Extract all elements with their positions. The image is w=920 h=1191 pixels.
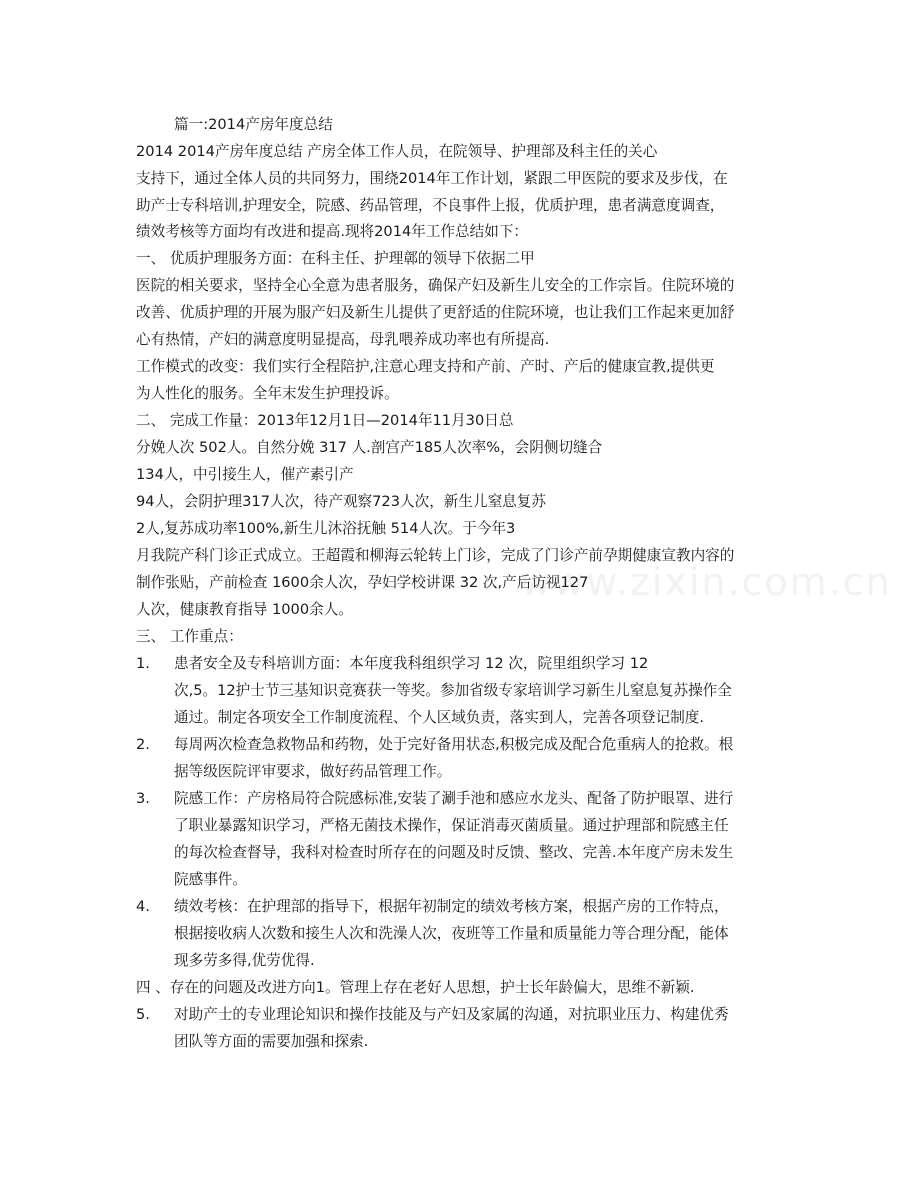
list-item-line: 院感工作：产房格局符合院感标准,安装了涮手池和感应水龙头、配备了防护眼罩、进行	[174, 790, 734, 807]
paragraph-line: 2014 2014产房年度总结 产房全体工作人员，在院领导、护理部及科主任的关心	[136, 143, 658, 160]
document-title: 篇一:2014产房年度总结	[174, 116, 333, 133]
paragraph-line: 绩效考核等方面均有改进和提高.现将2014年工作总结如下：	[136, 223, 529, 240]
list-item-line: 的每次检查督导，我科对检查时所存在的问题及时反馈、整改、完善.本年度产房未发生	[174, 844, 734, 861]
section-heading: 三、 工作重点：	[136, 628, 243, 645]
paragraph-line: 人次，健康教育指导 1000余人。	[136, 601, 353, 618]
section-heading: 二、 完成工作量：2013年12月1日—2014年11月30日总	[136, 412, 514, 429]
list-item-number: 3.	[136, 790, 150, 807]
list-item-line: 了职业暴露知识学习，严格无菌技术操作，保证消毒灭菌质量。通过护理部和院感主任	[174, 817, 729, 834]
list-item-line: 患者安全及专科培训方面：本年度我科组织学习 12 次，院里组织学习 12	[174, 655, 649, 672]
paragraph-line: 月我院产科门诊正式成立。王超霞和柳海云轮转上门诊，完成了门诊产前孕期健康宣教内容的	[136, 547, 735, 564]
paragraph-line: 心有热情，产妇的满意度明显提高，母乳喂养成功率也有所提高.	[136, 331, 550, 348]
section-heading: 一、 优质护理服务方面：在科主任、护理鄣的领导下依据二甲	[136, 250, 535, 267]
list-item-line: 院感事件。	[174, 871, 247, 888]
paragraph-line: 94人，会阴护理317人次，待产观察723人次，新生儿窒息复苏	[136, 493, 546, 510]
paragraph-line: 医院的相关要求，坚持全心全意为患者服务，确保产妇及新生儿安全的工作宗旨。住院环境的	[136, 277, 735, 294]
list-item-number: 4.	[136, 898, 150, 915]
list-item-number: 2.	[136, 736, 150, 753]
list-item-line: 通过。制定各项安全工作制度流程、个人区域负责，落实到人，完善各项登记制度.	[174, 709, 705, 726]
section-heading: 四 、存在的问题及改进方向1。管理上存在老好人思想，护士长年龄偏大，思维不新颖.	[136, 979, 695, 996]
paragraph-line: 制作张贴，产前检查 1600余人次，孕妇学校讲课 32 次,产后访视127	[136, 574, 589, 591]
paragraph-line: 工作模式的改变：我们实行全程陪护,注意心理支持和产前、产时、产后的健康宣教,提供更	[136, 358, 715, 375]
list-item-line: 每周两次检查急救物品和药物，处于完好备用状态,积极完成及配合危重病人的抢救。根	[174, 736, 734, 753]
paragraph-line: 改善、优质护理的开展为服产妇及新生儿提供了更舒适的住院环境，也让我们工作起来更加舒	[136, 304, 735, 321]
list-item-line: 据等级医院评审要求，做好药品管理工作。	[174, 763, 452, 780]
paragraph-line: 分娩人次 502人。自然分娩 317 人.剖宫产185人次率%，会阴侧切缝合	[136, 439, 603, 456]
paragraph-line: 2人,复苏成功率100%,新生儿沐浴抚触 514人次。于今年3	[136, 520, 516, 537]
paragraph-line: 助产士专科培训,护理安全，院感、药品管理，不良事件上报，优质护理，患者满意度调查，	[136, 197, 725, 214]
list-item-line: 次,5。12护士节三基知识竞赛获一等奖。参加省级专家培训学习新生儿窒息复苏操作全	[174, 682, 732, 699]
list-item-line: 绩效考核：在护理部的指导下，根据年初制定的绩效考核方案，根据产房的工作特点，	[174, 898, 729, 915]
list-item-number: 5.	[136, 1006, 150, 1023]
list-item-line: 现多劳多得,优劳优得.	[174, 952, 315, 969]
list-item-number: 1.	[136, 655, 150, 672]
list-item-line: 根据接收病人次数和接生人次和洗澡人次，夜班等工作量和质量能力等合理分配，能体	[174, 925, 729, 942]
paragraph-line: 为人性化的服务。全年末发生护理投诉。	[136, 385, 399, 402]
watermark: www.zixin.com.cn	[520, 560, 892, 604]
list-item-line: 对助产士的专业理论知识和操作技能及与产妇及家属的沟通，对抗职业压力、构建优秀	[174, 1006, 729, 1023]
list-item-line: 团队等方面的需要加强和探索.	[174, 1033, 369, 1050]
paragraph-line: 支持下，通过全体人员的共同努力，围绕2014年工作计划，紧跟二甲医院的要求及步伐，在	[136, 170, 728, 187]
paragraph-line: 134人，中引接生人，催产素引产	[136, 466, 354, 483]
